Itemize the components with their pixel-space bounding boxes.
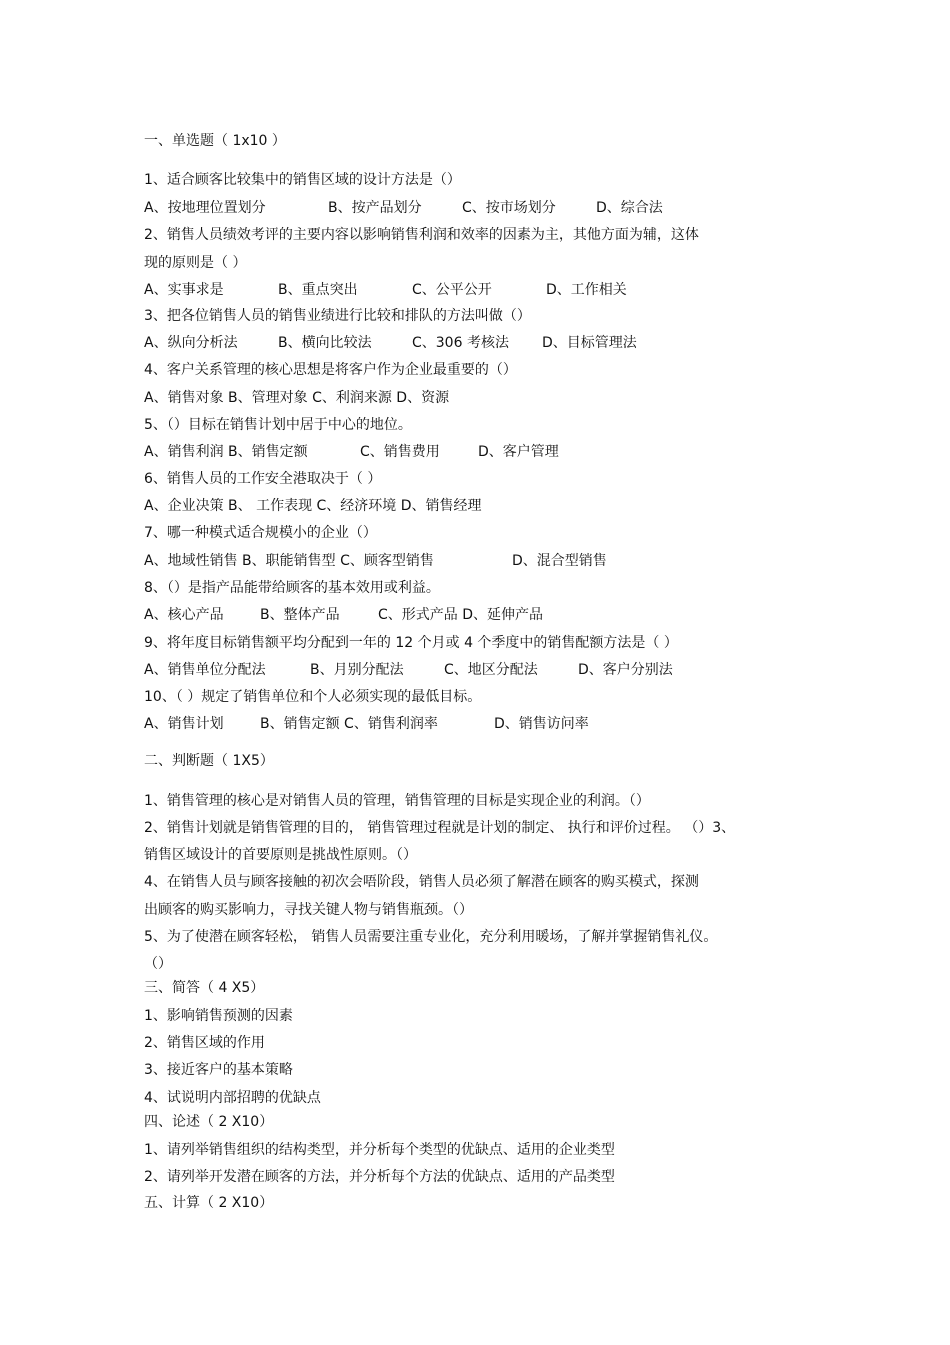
option-a: A、销售单位分配法 (144, 662, 266, 678)
option-a-b-c: A、地域性销售 B、职能销售型 C、顾客型销售 (144, 553, 434, 569)
option-a: A、按地理位置划分 (144, 200, 266, 216)
short-answer-1: 1、影响销售预测的因素 (144, 1008, 293, 1024)
option-a: A、销售计划 (144, 716, 224, 732)
question-2-stem-line1: 2、销售人员绩效考评的主要内容以影响销售利润和效率的因素为主，其他方面为辅，这体 (144, 227, 699, 243)
question-2-stem-line2: 现的原则是（ ） (144, 255, 247, 271)
essay-2: 2、请列举开发潜在顾客的方法，并分析每个方法的优缺点、适用的产品类型 (144, 1169, 615, 1185)
option-d: D、综合法 (596, 200, 663, 216)
question-5-stem: 5、（）目标在销售计划中居于中心的地位。 (144, 417, 412, 433)
option-d: D、混合型销售 (512, 553, 607, 569)
option-b-c: B、销售定额 C、销售利润率 (260, 716, 438, 732)
question-9-stem: 9、将年度目标销售额平均分配到一年的 12 个月或 4 个季度中的销售配额方法是（ ） (144, 635, 678, 651)
question-6-options: A、企业决策 B、 工作表现 C、经济环境 D、销售经理 (144, 498, 482, 514)
tf-line-2: 2、销售计划就是销售管理的目的， 销售管理过程就是计划的制定、 执行和评价过程。 （）3、 (144, 820, 736, 836)
option-d: D、工作相关 (546, 282, 627, 298)
tf-line-6: 5、为了使潜在顾客轻松， 销售人员需要注重专业化，充分利用暖场，了解并掌握销售礼仪。 (144, 929, 718, 945)
question-3-stem: 3、把各位销售人员的销售业绩进行比较和排队的方法叫做（） (144, 308, 531, 324)
option-c-d: C、形式产品 D、延伸产品 (378, 607, 544, 623)
option-c: C、按市场划分 (462, 200, 556, 216)
option-c: C、公平公开 (412, 282, 492, 298)
option-c: C、地区分配法 (444, 662, 538, 678)
question-4-options: A、销售对象 B、管理对象 C、利润来源 D、资源 (144, 390, 450, 406)
question-7-stem: 7、哪一种模式适合规模小的企业（） (144, 525, 377, 541)
question-8-stem: 8、（）是指产品能带给顾客的基本效用或利益。 (144, 580, 440, 596)
question-10-stem: 10、（ ）规定了销售单位和个人必须实现的最低目标。 (144, 689, 482, 705)
option-a-b: A、销售利润 B、销售定额 (144, 444, 308, 460)
question-6-stem: 6、销售人员的工作安全港取决于（ ） (144, 471, 382, 487)
option-b: B、横向比较法 (278, 335, 372, 351)
question-4-stem: 4、客户关系管理的核心思想是将客户作为企业最重要的（） (144, 362, 517, 378)
option-d: D、客户分别法 (578, 662, 673, 678)
option-c: C、销售费用 (360, 444, 440, 460)
section-title-single-choice: 一、单选题（ 1x10 ） (144, 133, 286, 149)
short-answer-3: 3、接近客户的基本策略 (144, 1062, 293, 1078)
option-b: B、整体产品 (260, 607, 340, 623)
short-answer-2: 2、销售区域的作用 (144, 1035, 265, 1051)
tf-line-1: 1、销售管理的核心是对销售人员的管理，销售管理的目标是实现企业的利润。（） (144, 793, 650, 809)
option-b: B、月别分配法 (310, 662, 404, 678)
tf-line-4: 4、在销售人员与顾客接触的初次会唔阶段，销售人员必须了解潜在顾客的购买模式，探测 (144, 874, 699, 890)
option-a: A、实事求是 (144, 282, 224, 298)
short-answer-4: 4、试说明内部招聘的优缺点 (144, 1090, 321, 1106)
section-title-short-answer: 三、简答（ 4 X5） (144, 980, 265, 996)
essay-1: 1、请列举销售组织的结构类型，并分析每个类型的优缺点、适用的企业类型 (144, 1142, 615, 1158)
question-1-stem: 1、适合顾客比较集中的销售区域的设计方法是（） (144, 172, 461, 188)
option-c: C、306 考核法 (412, 335, 509, 351)
option-d: D、目标管理法 (542, 335, 637, 351)
option-b: B、重点突出 (278, 282, 358, 298)
option-a: A、核心产品 (144, 607, 224, 623)
section-title-true-false: 二、判断题（ 1X5） (144, 753, 274, 769)
tf-line-3: 销售区域设计的首要原则是挑战性原则。（） (144, 847, 417, 863)
section-title-essay: 四、论述（ 2 X10） (144, 1114, 274, 1130)
option-d: D、客户管理 (478, 444, 559, 460)
tf-line-7: （） (144, 956, 172, 972)
option-b: B、按产品划分 (328, 200, 422, 216)
option-a: A、纵向分析法 (144, 335, 238, 351)
section-title-calculation: 五、计算（ 2 X10） (144, 1195, 274, 1211)
option-d: D、销售访问率 (494, 716, 589, 732)
tf-line-5: 出顾客的购买影响力，寻找关键人物与销售瓶颈。（） (144, 902, 473, 918)
